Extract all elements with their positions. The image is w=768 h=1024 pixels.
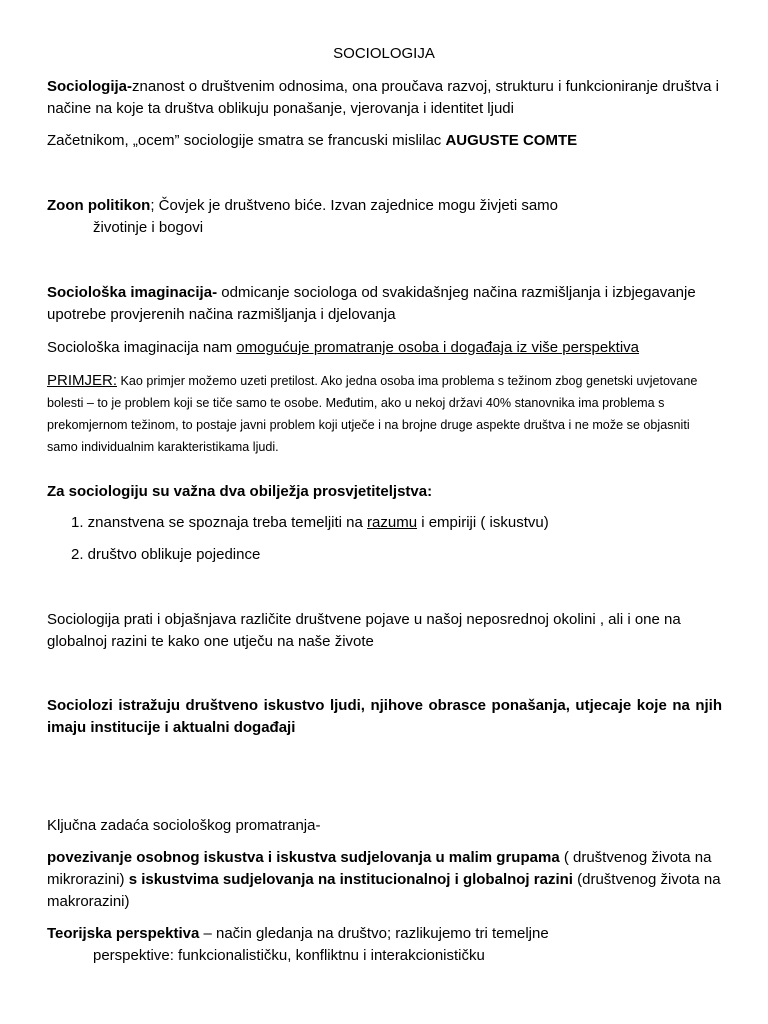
linking-bold-2: s iskustvima sudjelovanja na institucionalnoj i globalnoj razini bbox=[128, 871, 573, 888]
linking-text-2: (društvenog života na makrorazini) bbox=[47, 871, 721, 910]
enlightenment-heading bbox=[47, 481, 722, 503]
list-item bbox=[71, 512, 549, 534]
imagination2-paragraph bbox=[47, 337, 722, 359]
list-item bbox=[71, 544, 260, 566]
key-task-paragraph: Ključna zadaća sociološkog promatranja- bbox=[47, 817, 321, 834]
theory-line2: perspektive: funkcionalističku, konfliktnu i interakcionističku bbox=[93, 947, 485, 964]
list-item-2-c: pojedince bbox=[191, 546, 261, 563]
zoon-line2: životinje i bogovi bbox=[93, 219, 204, 236]
imagination2-underlined: omogućuje promatranje osoba i događaja iz više perspektiva bbox=[236, 339, 640, 356]
founder-paragraph bbox=[47, 130, 722, 152]
imagination-text: odmicanje sociologa od svakidašnjeg načina razmišljanja i izbjegavanje upotrebe provjerenih načina razmišljanja i djelovanja bbox=[47, 284, 696, 323]
linking-text-1: ( društvenog života na mikrorazini) bbox=[47, 849, 712, 888]
zoon-paragraph bbox=[47, 195, 722, 239]
example-label: PRIMJER: bbox=[47, 372, 118, 389]
linking-paragraph bbox=[47, 847, 722, 913]
theory-paragraph bbox=[47, 923, 722, 967]
researchers-paragraph bbox=[47, 695, 722, 739]
linking-bold-1: povezivanje osobnog iskustva i iskustva sudjelovanja u malim grupama bbox=[47, 849, 560, 866]
list-item-1-pre: 1. znanstvena se spoznaja treba temeljiti na bbox=[71, 514, 368, 531]
zoon-text: ; Čovjek je društveno biće. Izvan zajednice mogu živjeti samo bbox=[150, 197, 559, 214]
researchers-text: Sociolozi istražuju društveno iskustvo ljudi, njihove obrasce ponašanja, utjecaje koje na njih imaju institucije i aktualni događaji bbox=[47, 697, 722, 736]
follows-paragraph: Sociologija prati i objašnjava različite društvene pojave u našoj neposrednoj okolini , ali i one na globalnoj razini te kako one utječu na naše živote bbox=[47, 611, 681, 650]
page-title: SOCIOLOGIJA bbox=[333, 45, 435, 62]
imagination-term: Sociološka imaginacija- bbox=[47, 284, 218, 301]
example-text: Kao primjer možemo uzeti pretilost. Ako jedna osoba ima problema s težinom zbog genetski uvjetovane bolesti – to je problem koji se tiče samo te osobe. Međutim, ako u nekoj državi 40% stanovnika ima problema s prekomjernom težinom, to postaje javni problem koji utječe i na brojne druge aspekte društva i ne može se objasniti samo individualnim karakteristikama ljudi. bbox=[47, 374, 698, 454]
enlightenment-heading-text: Za sociologiju su važna dva obilježja prosvjetiteljstva: bbox=[47, 483, 433, 500]
list-item-2-a: 2. društvo bbox=[71, 546, 137, 563]
list-item-1-underlined: razumu bbox=[367, 514, 418, 531]
founder-text: Začetnikom, „ocem” sociologije smatra se francuski mislilac bbox=[47, 132, 446, 149]
example-paragraph bbox=[47, 370, 722, 458]
zoon-term: Zoon politikon bbox=[47, 197, 151, 214]
founder-name: AUGUSTE COMTE bbox=[445, 132, 578, 149]
definition-term: Sociologija- bbox=[47, 78, 133, 95]
definition-paragraph bbox=[47, 76, 722, 120]
list-item-1-post: i empiriji ( iskustvu) bbox=[417, 514, 549, 531]
theory-text: – način gledanja na društvo; razlikujemo tri temeljne bbox=[199, 925, 549, 942]
definition-text: znanost o društvenim odnosima, ona proučava razvoj, strukturu i funkcioniranje društva i načine na koje ta društva oblikuju ponašanje, vjerovanja i identitet ljudi bbox=[47, 78, 719, 117]
imagination2-text: Sociološka imaginacija nam bbox=[47, 339, 237, 356]
imagination-paragraph bbox=[47, 282, 722, 326]
theory-term: Teorijska perspektiva bbox=[47, 925, 200, 942]
list-item-2-b: oblikuje bbox=[136, 546, 192, 563]
